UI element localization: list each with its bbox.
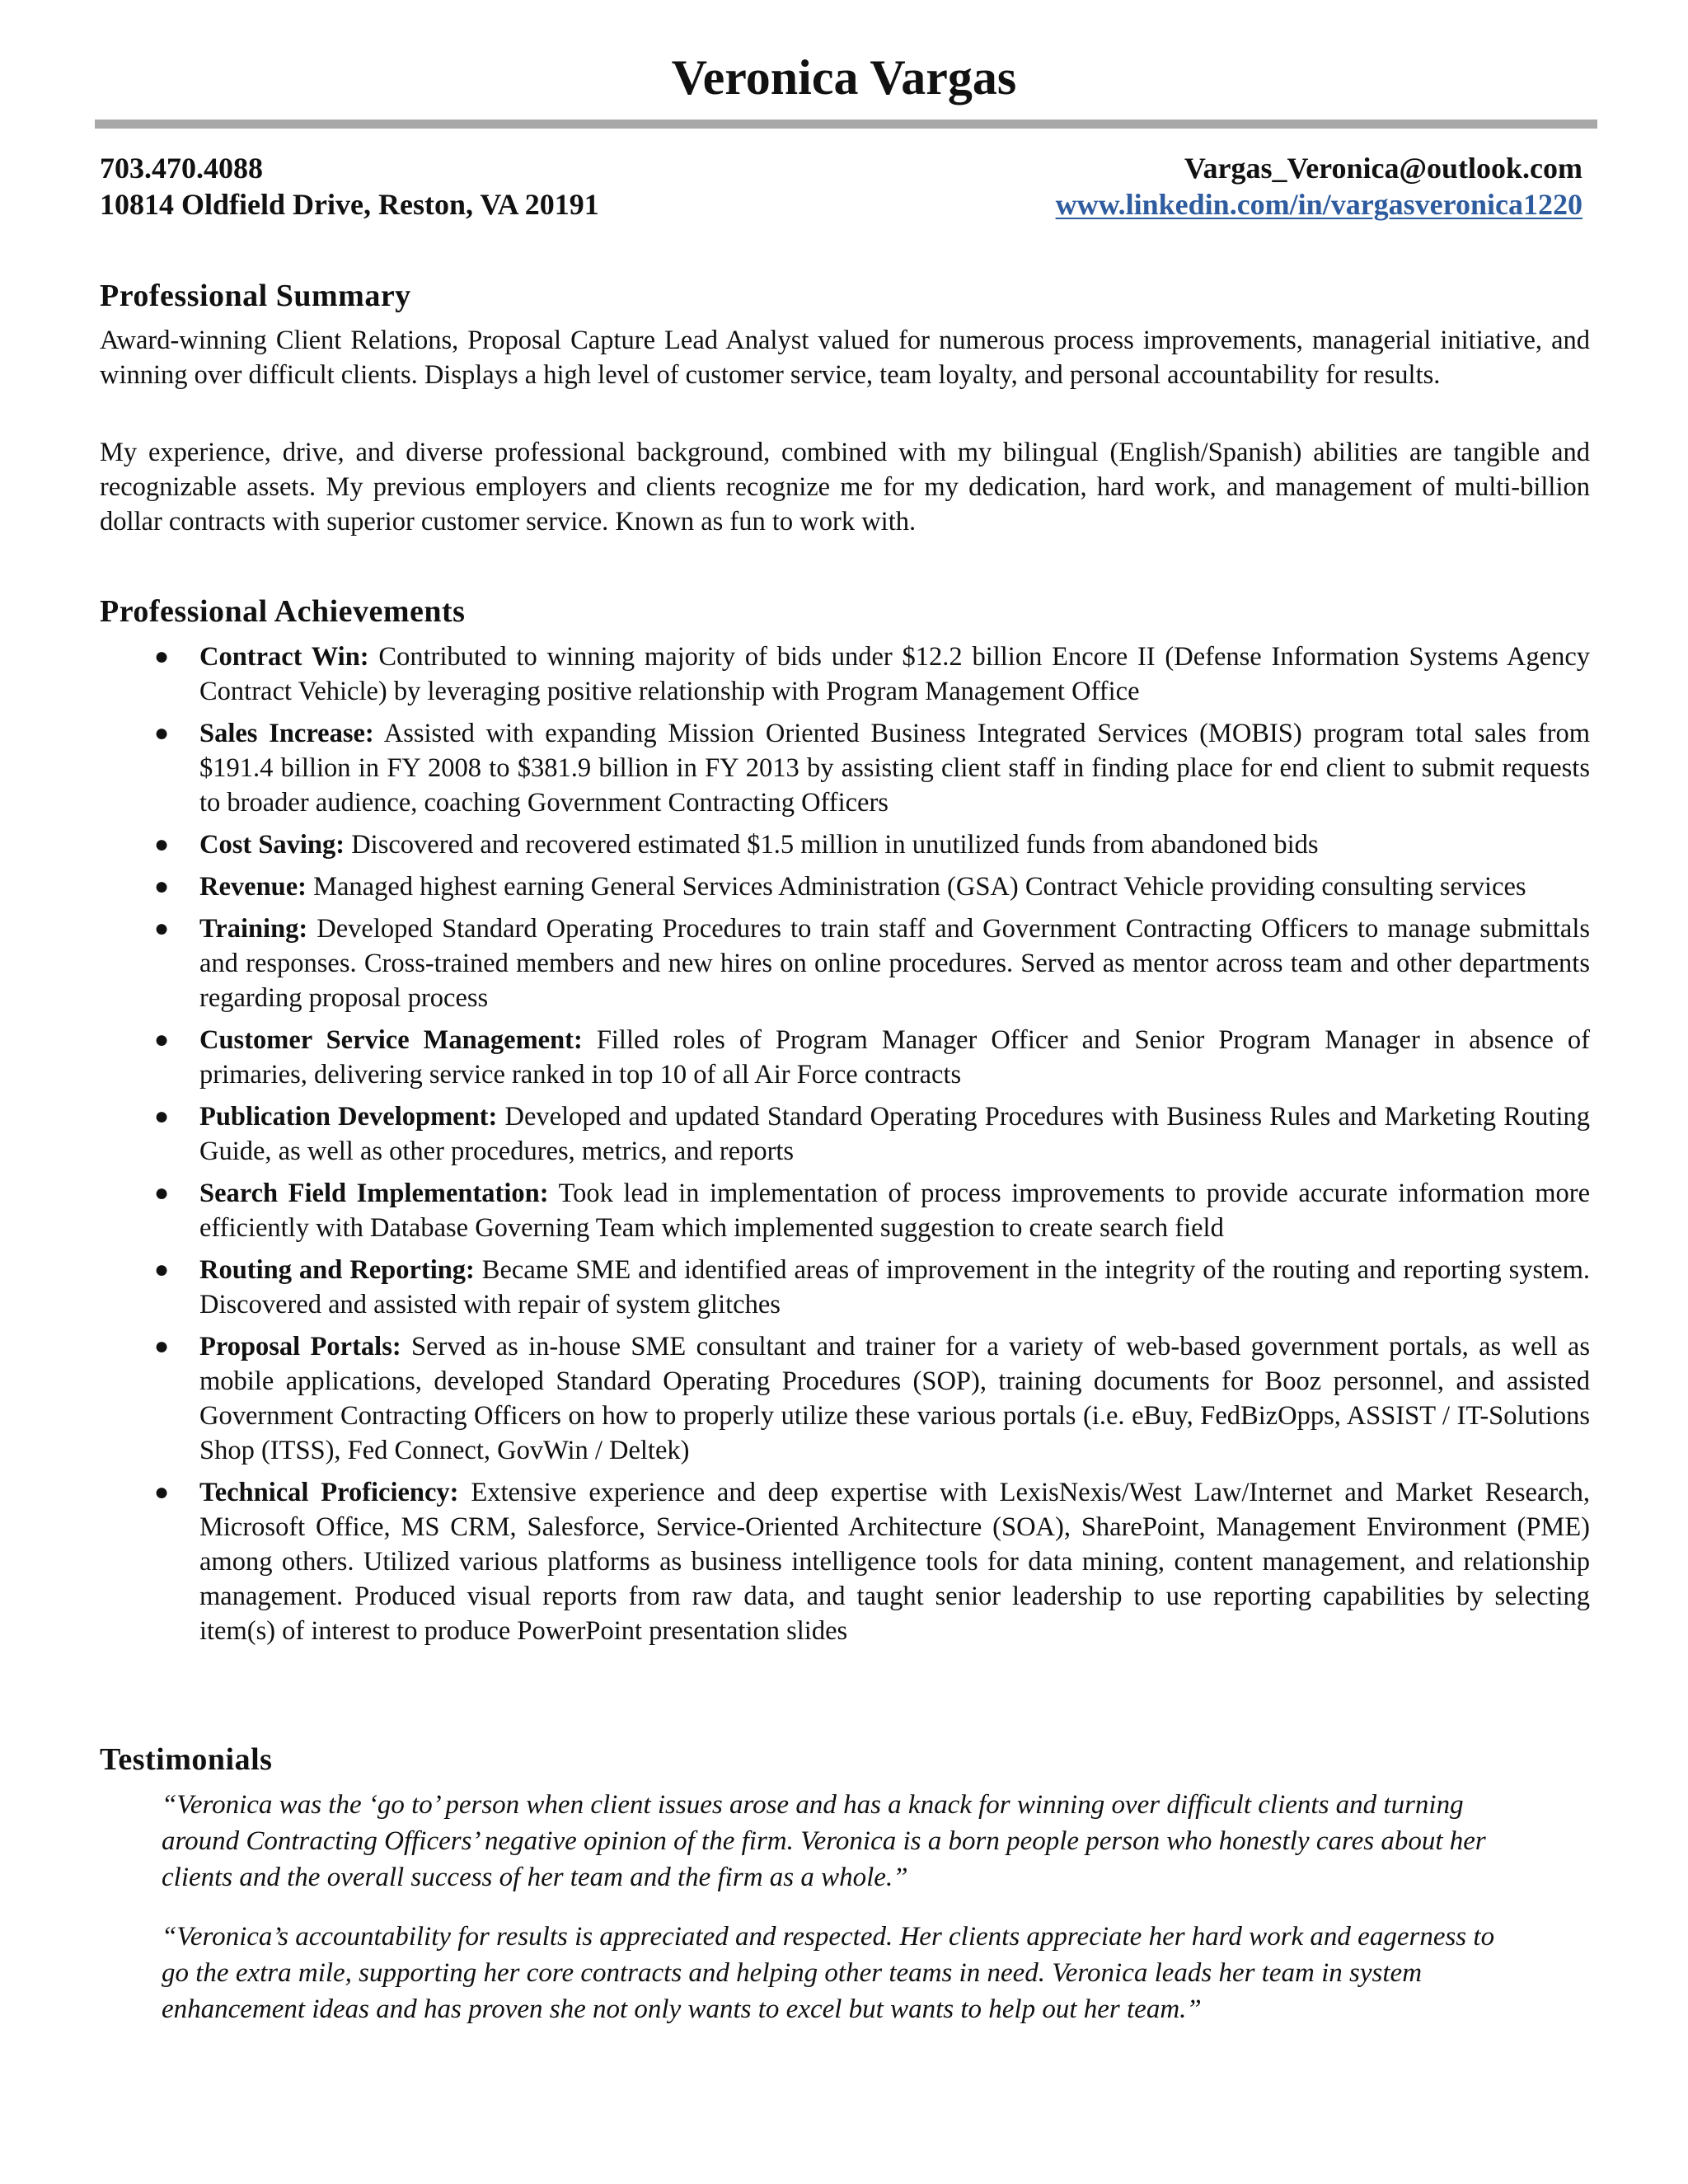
achievement-technical	[100, 1475, 1590, 1648]
achievement-revenue	[100, 869, 1590, 904]
achievement-publication	[100, 1099, 1590, 1169]
achievement-text: Filled roles of Program Manager Officer and Senior Program Manager in absence of primaries, delivering service ranked in top 10 of all Air Force contracts	[199, 1025, 1590, 1090]
header-divider	[95, 120, 1597, 129]
linkedin-link[interactable]	[1056, 186, 1582, 223]
bullet-icon: ●	[154, 915, 170, 942]
summary-paragraph-2: My experience, drive, and diverse professional background, combined with my bilingual (English/Spanish) abilities are tangible and recognizable assets. My previous employers and clients recognize me for my dedication, hard work, and management of multi-billion dollar contracts with superior customer service. Known as fun to work with.	[100, 438, 1590, 537]
achievement-label: Revenue:	[199, 872, 307, 902]
achievement-text: Assisted with expanding Mission Oriented Business Integrated Services (MOBIS) program total sales from $191.4 billion in FY 2008 to $381.9 billion in FY 2013 by assisting client staff in finding place for end client to submit requests to broader audience, coaching Government Contracting Officers	[199, 719, 1590, 818]
bullet-icon: ●	[154, 643, 170, 670]
achievement-text: Discovered and recovered estimated $1.5 million in unutilized funds from abandoned bids	[345, 830, 1319, 860]
achievement-customer-service	[100, 1023, 1590, 1092]
achievement-routing	[100, 1253, 1590, 1322]
achievement-text: Contributed to winning majority of bids under $12.2 billion Encore II (Defense Information Systems Agency Contract Vehicle) by leveraging positive relationship with Program Management Office	[199, 642, 1590, 706]
home-address: 10814 Oldfield Drive, Reston, VA 20191	[100, 188, 599, 221]
achievement-label: Customer Service Management:	[199, 1025, 583, 1055]
bullet-icon: ●	[154, 1333, 170, 1360]
achievement-sales-increase	[100, 716, 1590, 820]
linkedin-url[interactable]: www.linkedin.com/in/vargasveronica1220	[1055, 188, 1582, 221]
bullet-icon: ●	[154, 1103, 170, 1130]
email-address[interactable]: Vargas_Veronica@outlook.com	[1184, 152, 1582, 185]
achievement-contract-win	[100, 640, 1590, 709]
testimonials-heading: Testimonials	[100, 1742, 273, 1777]
achievement-label: Routing and Reporting:	[199, 1255, 475, 1285]
achievement-label: Contract Win:	[199, 642, 369, 672]
achievement-text: Served as in-house SME consultant and trainer for a variety of web-based government portals, as well as mobile applications, developed Standard Operating Procedures (SOP), training documents for Booz personnel, and assisted Government Contracting Officers on how to properly utilize these various portals (i.e. eBuy, FedBizOpps, ASSIST / IT-Solutions Shop (ITSS), Fed Connect, GovWin / Deltek)	[199, 1332, 1590, 1465]
bullet-icon: ●	[154, 1179, 170, 1207]
achievement-text: Managed highest earning General Services Administration (GSA) Contract Vehicle providing consulting services	[306, 872, 1526, 902]
achievement-label: Search Field Implementation:	[199, 1179, 549, 1208]
testimonial-quote-1: “Veronica was the ‘go to’ person when client issues arose and has a knack for winning over difficult clients and turning around Contracting Officers’ negative opinion of the firm. Veronica is a born people person who honestly cares about her clients and the overall success of her team and the firm as a whole.”	[162, 1790, 1486, 1892]
achievement-text: Took lead in implementation of process improvements to provide accurate information more efficiently with Database Governing Team which implemented suggestion to create search field	[199, 1179, 1590, 1243]
phone-number: 703.470.4088	[100, 152, 263, 185]
summary-paragraph-1: Award-winning Client Relations, Proposal Capture Lead Analyst valued for numerous process improvements, managerial initiative, and winning over difficult clients. Displays a high level of customer service, team loyalty, and personal accountability for results.	[100, 326, 1590, 390]
summary-heading: Professional Summary	[100, 279, 411, 313]
achievement-proposal-portals	[100, 1329, 1590, 1468]
achievement-label: Publication Development:	[199, 1102, 498, 1132]
achievement-training	[100, 912, 1590, 1015]
achievement-label: Sales Increase:	[199, 719, 374, 748]
achievement-search-field	[100, 1176, 1590, 1245]
achievement-text: Developed Standard Operating Procedures to train staff and Government Contracting Officers to manage submittals and responses. Cross-trained members and new hires on online procedures. Served as mentor across team and other departments regarding proposal process	[199, 914, 1590, 1013]
achievements-heading: Professional Achievements	[100, 594, 466, 629]
achievement-text: Extensive experience and deep expertise with LexisNexis/West Law/Internet and Market Research, Microsoft Office, MS CRM, Salesforce, Service-Oriented Architecture (SOA), SharePoint, Management Environment (PME) among others. Utilized various platforms as business intelligence tools for data mining, content management, and relationship management. Produced visual reports from raw data, and taught senior leadership to use reporting capabilities by selecting item(s) of interest to produce PowerPoint presentation slides	[199, 1478, 1590, 1646]
achievement-label: Proposal Portals:	[199, 1332, 401, 1361]
bullet-icon: ●	[154, 1026, 170, 1053]
bullet-icon: ●	[154, 1479, 170, 1506]
achievement-text: Became SME and identified areas of improvement in the integrity of the routing and reporting system. Discovered and assisted with repair of system glitches	[199, 1255, 1590, 1319]
achievements-list	[100, 640, 1590, 1656]
achievement-cost-saving	[100, 827, 1590, 862]
bullet-icon: ●	[154, 719, 170, 747]
testimonial-quote-2: “Veronica’s accountability for results is appreciated and respected. Her clients appreciate her hard work and eagerness to go the extra mile, supporting her core contracts and helping other teams in need. Veronica leads her team in system enhancement ideas and has proven she not only wants to excel but wants to help out her team.”	[162, 1922, 1495, 2024]
bullet-icon: ●	[154, 831, 170, 858]
candidate-name: Veronica Vargas	[671, 50, 1017, 105]
achievement-label: Training:	[199, 914, 308, 944]
bullet-icon: ●	[154, 1256, 170, 1283]
achievement-label: Technical Proficiency:	[199, 1478, 459, 1507]
achievement-label: Cost Saving:	[199, 830, 345, 860]
bullet-icon: ●	[154, 873, 170, 900]
achievement-text: Developed and updated Standard Operating Procedures with Business Rules and Marketing Routing Guide, as well as other procedures, metrics, and reports	[199, 1102, 1590, 1166]
